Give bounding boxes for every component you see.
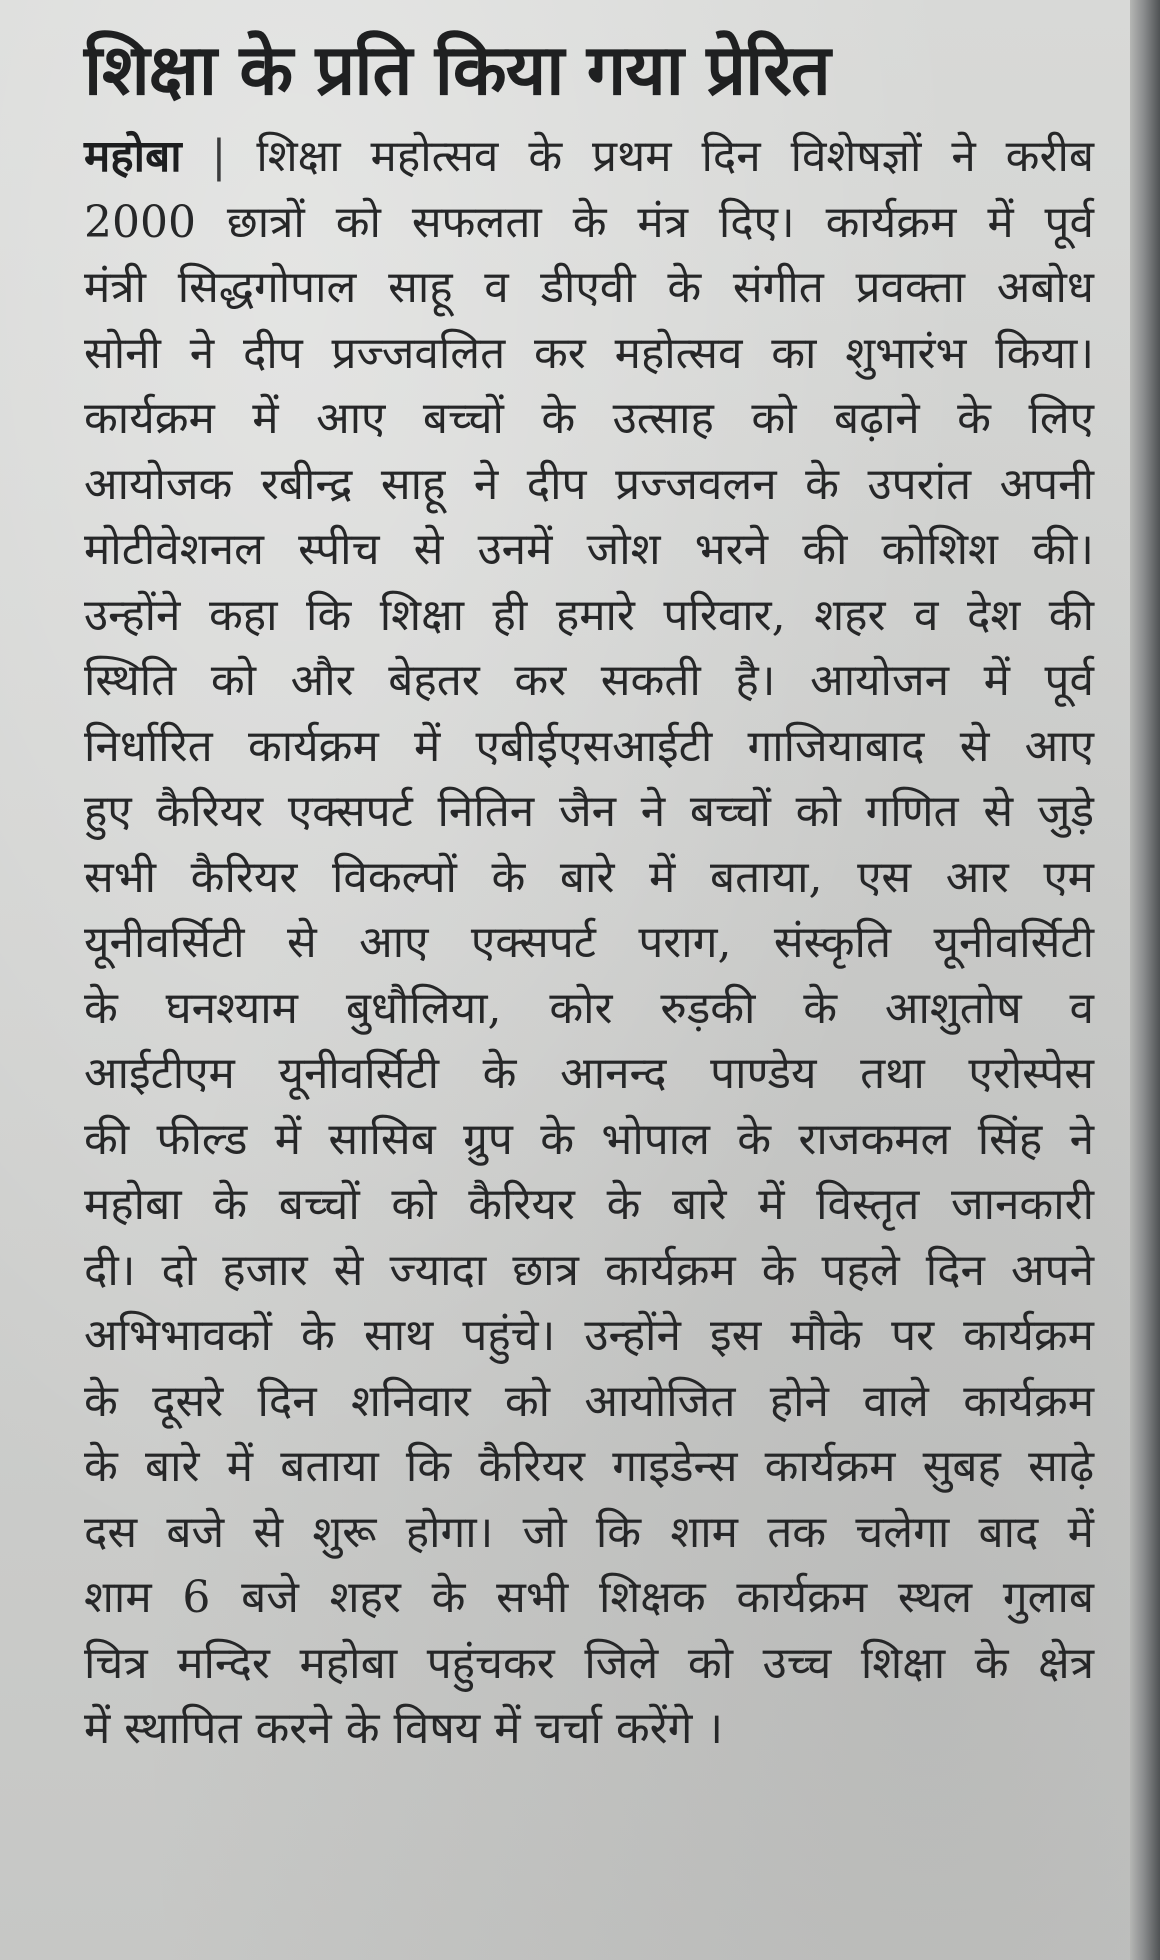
body-line: यूनीवर्सिटी से आए एक्सपर्ट पराग, संस्कृति यूनीवर्सिटी [84,917,1094,968]
dateline: महोबा [84,131,182,182]
news-article [84,20,1094,1762]
dateline-separator: | [211,131,227,182]
paper-right-edge [1130,0,1160,1960]
body-line: मोटीवेशनल स्पीच से उनमें जोश भरने की कोशिश की। [84,524,1094,575]
article-body [84,124,1094,1762]
body-line: के बारे में बताया कि कैरियर गाइडेन्स कार्यक्रम सुबह साढ़े [84,1441,1094,1492]
body-line-text: शिक्षा महोत्सव के प्रथम दिन विशेषज्ञों ने करीब [256,131,1094,182]
body-line: 2000 छात्रों को सफलता के मंत्र दिए। कार्यक्रम में पूर्व [84,196,1094,248]
body-line: स्थिति को और बेहतर कर सकती है। आयोजन में पूर्व [84,655,1094,706]
body-line: निर्धारित कार्यक्रम में एबीईएसआईटी गाजियाबाद से आए [84,720,1094,772]
body-line: के घनश्याम बुधौलिया, कोर रुड़की के आशुतोष व [84,982,1094,1034]
body-line: महोबा के बच्चों को कैरियर के बारे में विस्तृत जानकारी [84,1179,1094,1230]
body-line: सभी कैरियर विकल्पों के बारे में बताया, एस आर एम [84,851,1094,903]
body-line: चित्र मन्दिर महोबा पहुंचकर जिले को उच्च शिक्षा के क्षेत्र [84,1637,1094,1689]
body-line-last: में स्थापित करने के विषय में चर्चा करेंगे । [84,1703,724,1754]
body-line: हुए कैरियर एक्सपर्ट नितिन जैन ने बच्चों को गणित से जुड़े [84,786,1094,837]
body-line: आयोजक रबीन्द्र साहू ने दीप प्रज्जवलन के उपरांत अपनी [84,458,1094,510]
headline: शिक्षा के प्रति किया गया प्रेरित [84,29,830,111]
body-line: के दूसरे दिन शनिवार को आयोजित होने वाले कार्यक्रम [84,1375,1094,1427]
body-line: आईटीएम यूनीवर्सिटी के आनन्द पाण्डेय तथा एरोस्पेस [84,1048,1094,1099]
body-line: अभिभावकों के साथ पहुंचे। उन्होंने इस मौके पर कार्यक्रम [84,1310,1094,1361]
body-line: शाम 6 बजे शहर के सभी शिक्षक कार्यक्रम स्थल गुलाब [84,1572,1094,1623]
body-line: की फील्ड में सासिब ग्रुप के भोपाल के राजकमल सिंह ने [84,1113,1094,1165]
body-line: सोनी ने दीप प्रज्जवलित कर महोत्सव का शुभारंभ किया। [84,327,1094,379]
body-line: मंत्री सिद्धगोपाल साहू व डीएवी के संगीत प्रवक्ता अबोध [84,262,1094,313]
body-line: उन्होंने कहा कि शिक्षा ही हमारे परिवार, शहर व देश की [84,589,1094,641]
body-line: दी। दो हजार से ज्यादा छात्र कार्यक्रम के पहले दिन अपने [84,1244,1094,1296]
body-line [84,124,1094,190]
body-line: दस बजे से शुरू होगा। जो कि शाम तक चलेगा बाद में [84,1506,1094,1558]
body-line: कार्यक्रम में आए बच्चों के उत्साह को बढ़ाने के लिए [84,393,1094,444]
